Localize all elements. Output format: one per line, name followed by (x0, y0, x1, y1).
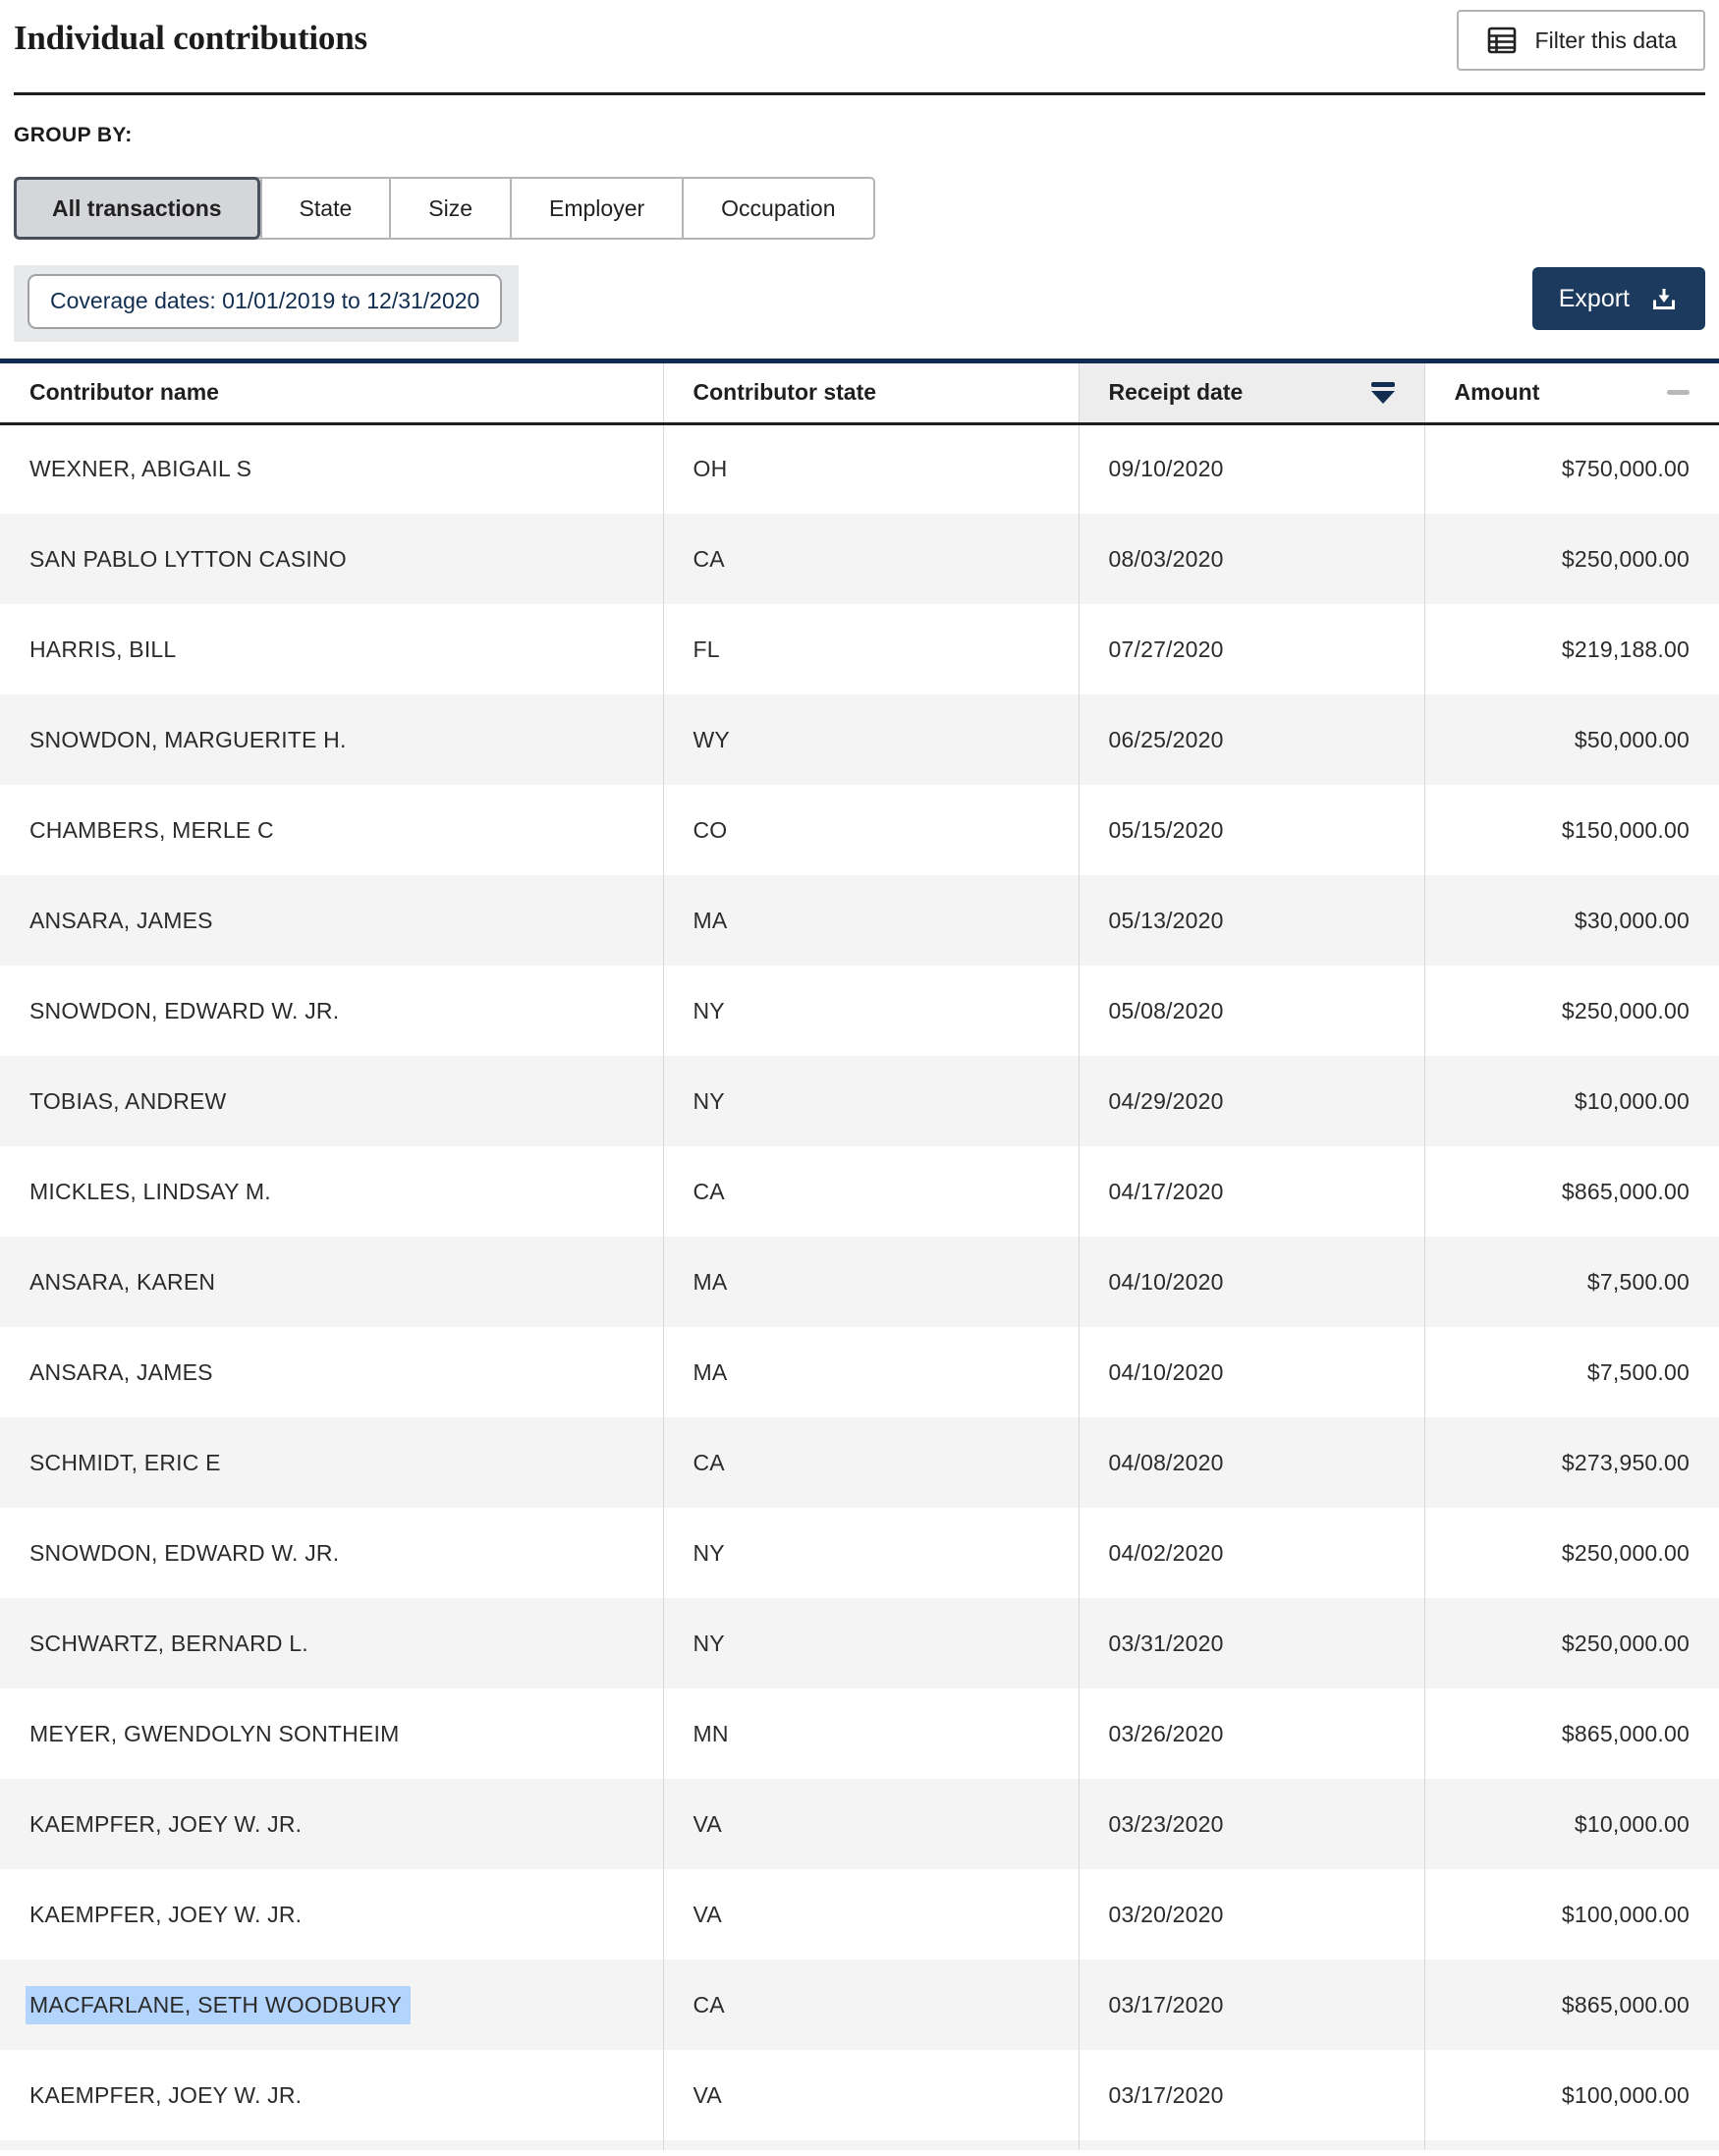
cell-receipt-date: 05/13/2020 (1079, 875, 1424, 966)
cell-contributor-name: MEYER, GWENDOLYN SONTHEIM (29, 1720, 400, 1746)
cell-contributor-name: SNOWDON, EDWARD W. JR. (29, 997, 340, 1023)
cell-contributor-name: MICKLES, LINDSAY M. (29, 1178, 271, 1204)
cell-receipt-date: 04/29/2020 (1079, 1056, 1424, 1146)
table-row (0, 694, 1719, 785)
cell-contributor-state: NY (663, 1508, 1079, 1598)
table-row (0, 1869, 1719, 1960)
cell-contributor-name: ANSARA, JAMES (0, 875, 663, 966)
amount-header-label: Amount (1454, 379, 1540, 406)
cell-receipt-date: 03/26/2020 (1079, 1688, 1424, 1779)
cell-contributor-name: SNOWDON, EDWARD W. JR. (29, 1539, 340, 1566)
cell-amount: $273,950.00 (1424, 1417, 1719, 1508)
cell-receipt-date: 09/10/2020 (1079, 423, 1424, 514)
group-by-tab-group (14, 177, 875, 240)
table-row (0, 785, 1719, 875)
cell-contributor-state: VA (663, 1779, 1079, 1869)
cell-amount: $100,000.00 (1424, 1869, 1719, 1960)
cell-contributor-state: CA (663, 1146, 1079, 1237)
column-header-receipt-date[interactable] (1079, 363, 1424, 423)
cell-amount: $250,000.00 (1424, 1598, 1719, 1688)
cell-receipt-date: 03/20/2020 (1079, 1869, 1424, 1960)
download-icon (1649, 284, 1679, 313)
table-row (0, 423, 1719, 514)
cell-receipt-date: 04/02/2020 (1079, 1508, 1424, 1598)
table-row (0, 1779, 1719, 1869)
cell-contributor-name: KAEMPFER, JOEY W. JR. (29, 2081, 303, 2108)
cell-amount: $10,000.00 (1424, 1779, 1719, 1869)
export-button-label: Export (1558, 284, 1630, 312)
cell-contributor-state: CO (663, 785, 1079, 875)
cell-amount: $865,000.00 (1424, 1688, 1719, 1779)
cell-contributor-state: VA (663, 2050, 1079, 2140)
cell-contributor-state: MN (663, 1688, 1079, 1779)
cell-contributor-state: CA (663, 1417, 1079, 1508)
table-row (0, 1327, 1719, 1417)
tab-occupation[interactable]: Occupation (682, 179, 872, 238)
tab-all-transactions[interactable]: All transactions (14, 177, 260, 240)
cell-contributor-state: CA (663, 1960, 1079, 2050)
coverage-dates-tag-container (14, 265, 519, 342)
cell-contributor-name: ANSARA, KAREN (0, 1237, 663, 1327)
cell-receipt-date: 04/10/2020 (1079, 1237, 1424, 1327)
tab-employer[interactable]: Employer (510, 179, 682, 238)
cell-contributor-state: NY (663, 966, 1079, 1056)
cell-amount: $250,000.00 (1424, 514, 1719, 604)
cell-amount: $865,000.00 (1424, 1960, 1719, 2050)
cell-amount: $10,000.00 (1424, 1056, 1719, 1146)
table-row (0, 2050, 1719, 2140)
cell-receipt-date: 07/27/2020 (1079, 604, 1424, 694)
cell-receipt-date: 03/17/2020 (1079, 2050, 1424, 2140)
cell-contributor-state: WY (663, 694, 1079, 785)
column-header-amount[interactable] (1424, 363, 1719, 423)
table-row (0, 1508, 1719, 1598)
cell-receipt-date: 03/17/2020 (1079, 1960, 1424, 2050)
cell-contributor-name: CHAMBERS, MERLE C (29, 816, 274, 843)
cell-contributor-name: SAN PABLO LYTTON CASINO (0, 514, 663, 604)
title-divider (14, 92, 1705, 95)
cell-receipt-date: 04/10/2020 (1079, 1327, 1424, 1417)
cell-contributor-state: MA (663, 1237, 1079, 1327)
cell-contributor-name: WEXNER, ABIGAIL S (29, 456, 252, 482)
cell-contributor-name: KAEMPFER, JOEY W. JR. (0, 1779, 663, 1869)
page-header (0, 0, 1719, 67)
filter-button-label: Filter this data (1534, 27, 1677, 53)
table-row (0, 966, 1719, 1056)
cell-amount: $250,000.00 (1424, 966, 1719, 1056)
table-row (0, 604, 1719, 694)
table-row (0, 1688, 1719, 1779)
table-row (0, 1417, 1719, 1508)
cell-contributor-state: FL (663, 604, 1079, 694)
table-row (0, 1056, 1719, 1146)
cell-contributor-state: OH (663, 423, 1079, 514)
tab-state[interactable]: State (260, 179, 390, 238)
table-header-row (0, 363, 1719, 423)
receipt-date-header-label: Receipt date (1108, 379, 1244, 406)
page-title: Individual contributions (14, 19, 367, 57)
table-row (0, 1146, 1719, 1237)
cell-amount: $7,500.00 (1424, 1237, 1719, 1327)
contributor-name-header-label: Contributor name (29, 379, 219, 406)
coverage-dates-tag: Coverage dates: 01/01/2019 to 12/31/2020 (28, 274, 502, 329)
cell-contributor-name: KAEMPFER, JOEY W. JR. (29, 1901, 303, 1927)
cell-contributor-state: MA (663, 1327, 1079, 1417)
cell-contributor-name: SCHWARTZ, BERNARD L. (0, 1598, 663, 1688)
cell-contributor-state: NY (663, 1598, 1079, 1688)
cell-receipt-date: 05/15/2020 (1079, 785, 1424, 875)
cell-contributor-name: TOBIAS, ANDREW (0, 1056, 663, 1146)
cell-contributor-name: SNOWDON, MARGUERITE H. (0, 694, 663, 785)
cell-contributor-state: VA (663, 1869, 1079, 1960)
table-row (0, 1237, 1719, 1327)
cell-amount: $865,000.00 (1424, 1146, 1719, 1237)
table-row (0, 1960, 1719, 2050)
cell-amount: $219,188.00 (1424, 604, 1719, 694)
cell-receipt-date: 08/03/2020 (1079, 514, 1424, 604)
cell-receipt-date: 04/17/2020 (1079, 1146, 1424, 1237)
table-row (0, 1598, 1719, 1688)
table-row (0, 875, 1719, 966)
cell-receipt-date: 06/25/2020 (1079, 694, 1424, 785)
cell-receipt-date: 04/08/2020 (1079, 1417, 1424, 1508)
column-header-contributor-state[interactable] (663, 363, 1079, 423)
cell-contributor-name (0, 1960, 663, 2050)
table-row (0, 514, 1719, 604)
cell-amount: $750,000.00 (1424, 423, 1719, 514)
cell-contributor-state: MA (663, 875, 1079, 966)
cell-contributor-name: HARRIS, BILL (29, 636, 177, 662)
table-body (0, 423, 1719, 2150)
cell-amount: $7,500.00 (1424, 1327, 1719, 1417)
filter-table-icon (1485, 24, 1519, 57)
table-row-partial (0, 2140, 1719, 2150)
contributor-state-header-label: Contributor state (693, 379, 877, 406)
contributions-table (0, 359, 1719, 2150)
cell-receipt-date: 03/23/2020 (1079, 1779, 1424, 1869)
cell-contributor-name: ANSARA, JAMES (29, 1358, 213, 1385)
cell-receipt-date: 05/08/2020 (1079, 966, 1424, 1056)
column-header-contributor-name[interactable] (0, 363, 663, 423)
cell-contributor-state: CA (663, 514, 1079, 604)
export-button[interactable] (1532, 267, 1705, 330)
controls-row (14, 265, 1705, 342)
cell-amount: $150,000.00 (1424, 785, 1719, 875)
sort-inactive-dash-icon[interactable] (1667, 390, 1690, 395)
cell-amount: $50,000.00 (1424, 694, 1719, 785)
tab-size[interactable]: Size (389, 179, 510, 238)
cell-contributor-name: SCHMIDT, ERIC E (0, 1417, 663, 1508)
filter-this-data-button[interactable] (1457, 10, 1705, 71)
group-by-label: GROUP BY: (14, 124, 133, 146)
cell-amount: $100,000.00 (1424, 2050, 1719, 2140)
cell-contributor-state: NY (663, 1056, 1079, 1146)
cell-receipt-date: 03/31/2020 (1079, 1598, 1424, 1688)
sort-descending-icon[interactable] (1371, 382, 1395, 404)
selected-text: MACFARLANE, SETH WOODBURY (26, 1986, 411, 2024)
cell-amount: $30,000.00 (1424, 875, 1719, 966)
cell-amount: $250,000.00 (1424, 1508, 1719, 1598)
